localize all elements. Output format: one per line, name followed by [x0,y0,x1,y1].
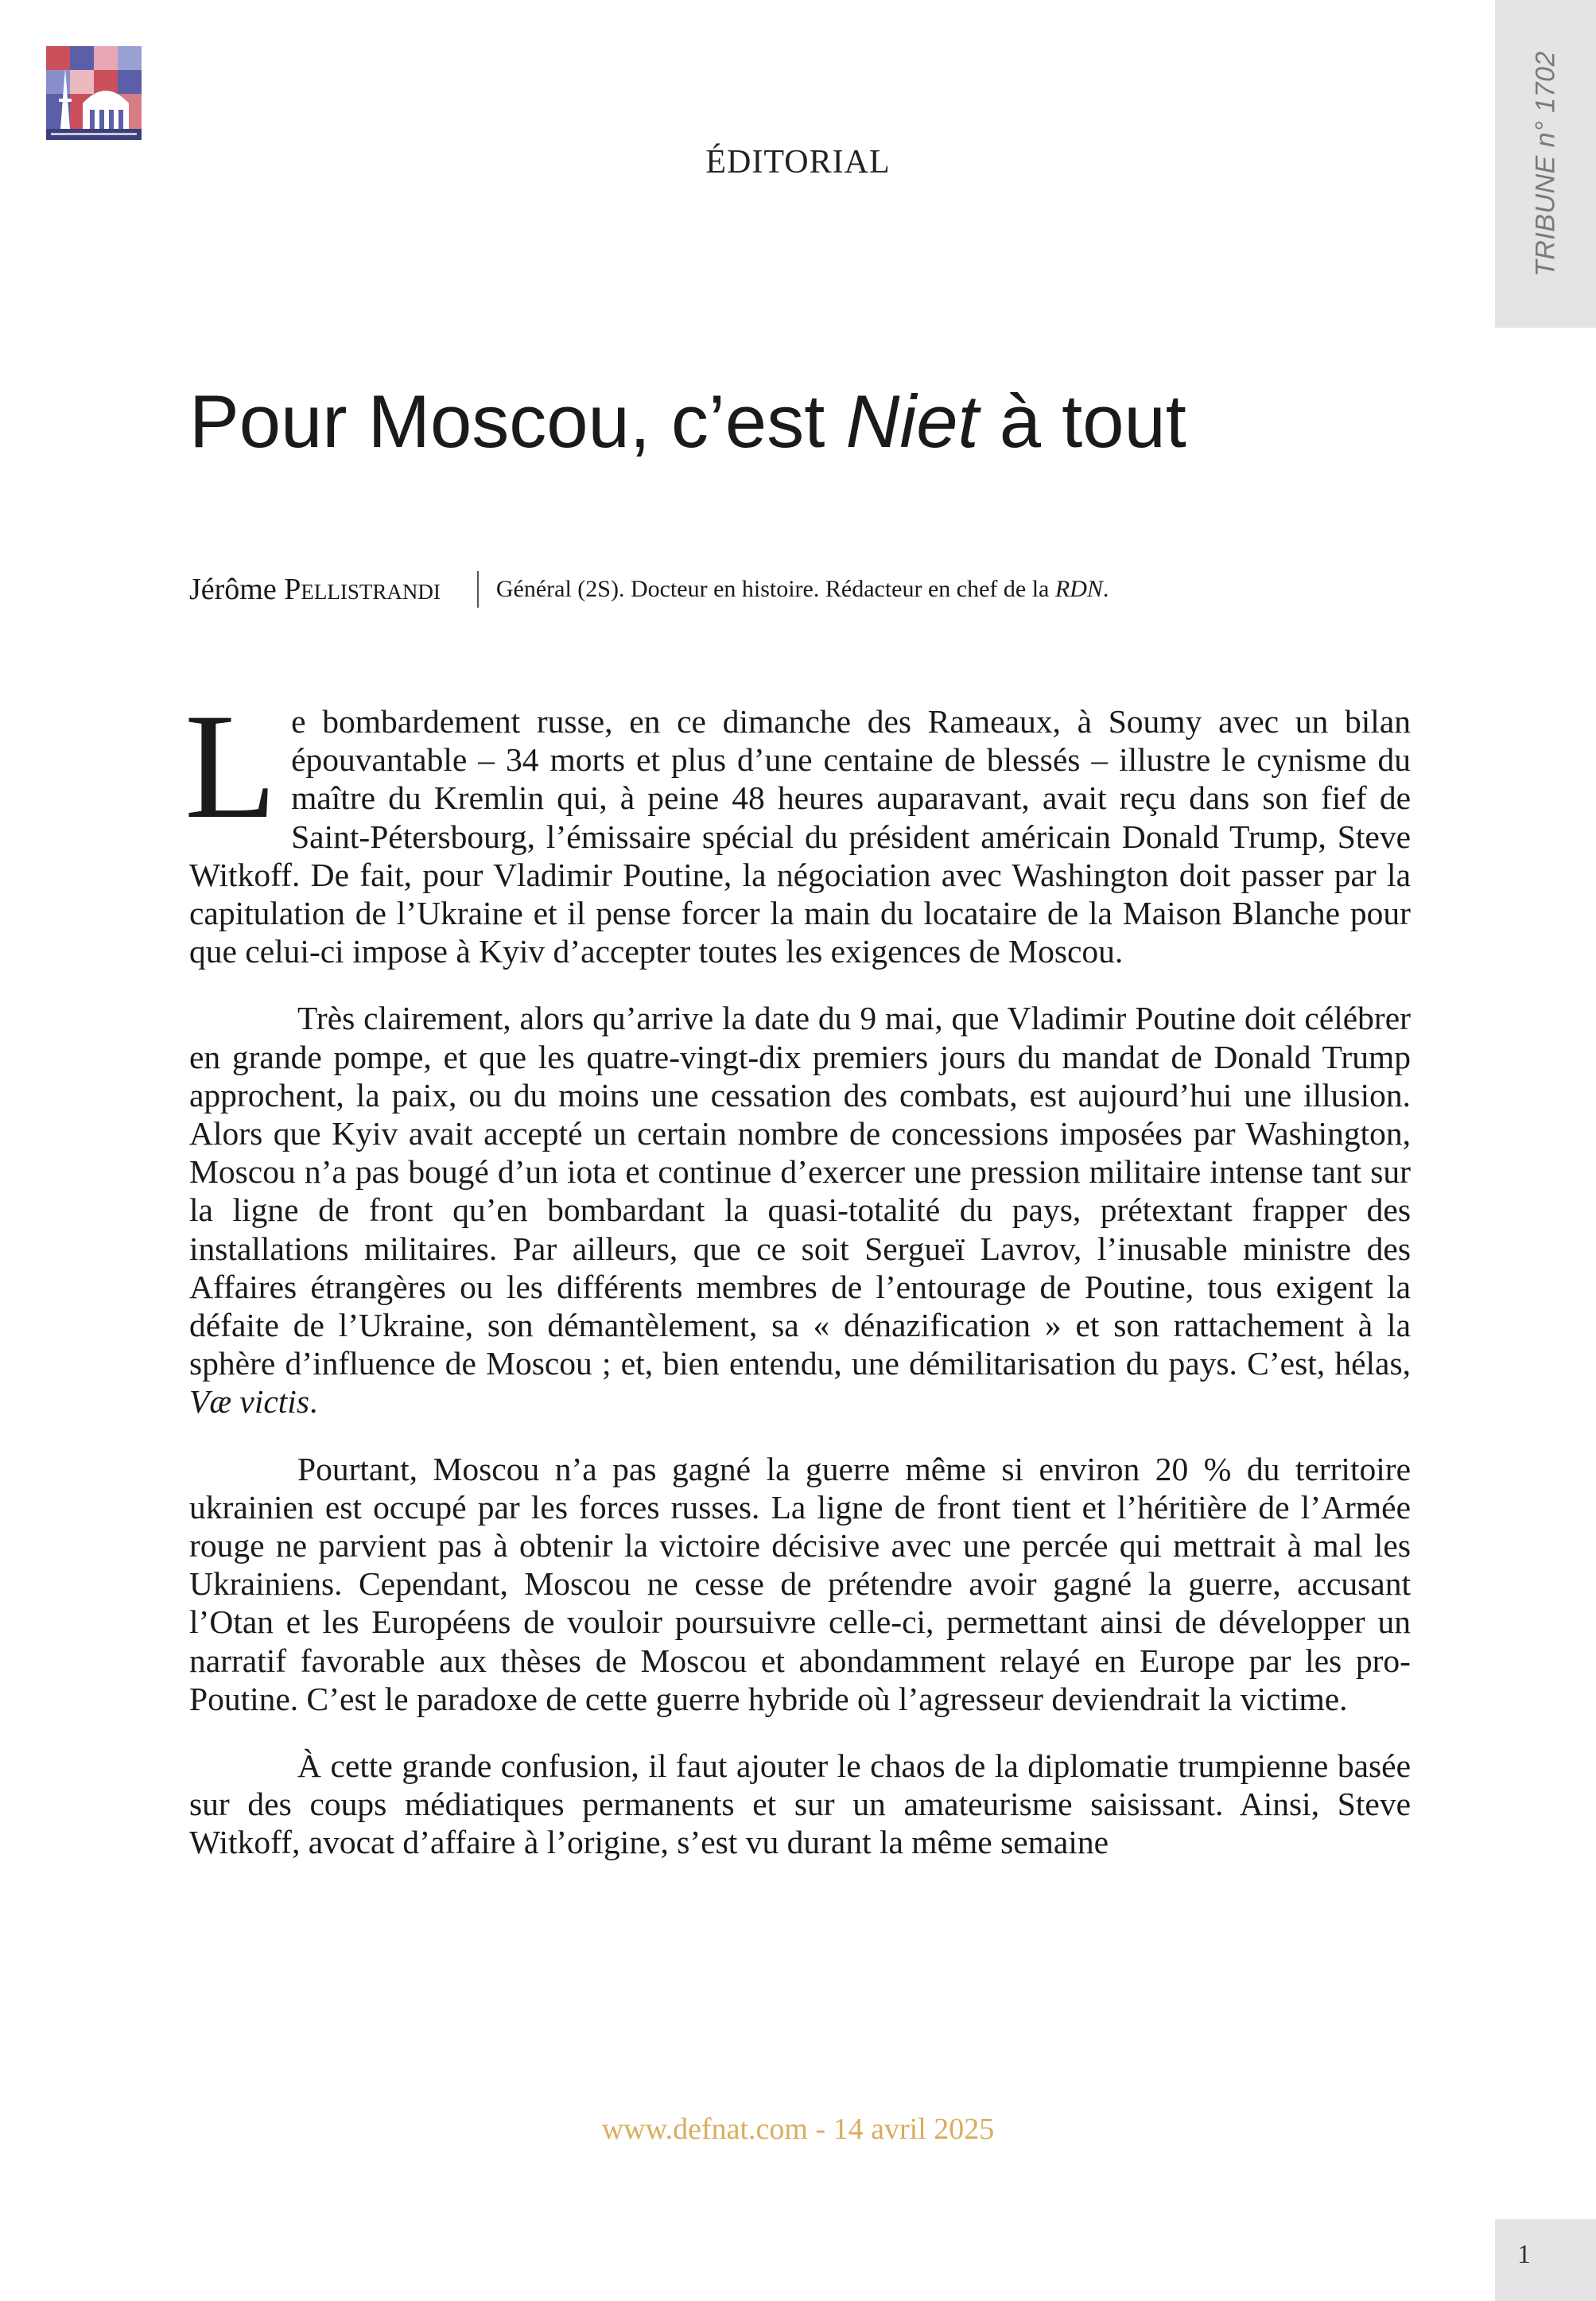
paragraph-4: À cette grande confusion, il faut ajouter le chaos de la diplomatie trumpienne basée sur des coups médiatiques permanents et sur un amateurisme saisissant. Ainsi, Steve Witkoff, avocat d’affaire à l’origine, s’est vu durant la même semaine [189,1747,1411,1861]
drop-cap: L [184,683,278,850]
footer-url-date: www.defnat.com - 14 avril 2025 [601,2112,995,2146]
paragraph-2-end: . [309,1383,318,1421]
author-bio-italic: RDN [1054,576,1103,602]
author-bio [496,576,1109,603]
author-line [189,569,1493,609]
author-first-name: Jérôme [189,573,285,606]
author-last-name: Pellistrandi [284,573,441,606]
author-separator [477,571,479,608]
title-part-2: à tout [978,379,1186,463]
page-number-background [1495,2219,1596,2301]
title-italic-word: Niet [845,379,979,463]
paragraph-2-italic: Væ victis [189,1383,309,1421]
paragraph-1 [184,683,1411,970]
paragraph-2-text: Très clairement, alors qu’arrive la date du 9 mai, que Vladimir Poutine doit célébrer en grande pompe, et que les quatre-vingt-dix premiers jours du mandat de Donald Trump approchent, la paix, ou du moins une cessation des combats, est aujourd’hui une illusion. Alors que Kyiv avait accepté un certain nombre de concessions imposées par Washington, Moscou n’a pas bougé d’un iota et continue d’exercer une pression militaire intense tant sur la ligne de front qu’en bombardant la quasi-totalité du pays, prétextant frapper des installations militaires. Par ailleurs, que ce soit Sergueï Lavrov, l’inusable ministre des Affaires étrangères ou les différents membres de l’entourage de Poutine, tous exigent la défaite de l’Ukraine, son démantèlement, sa « dénazification » et son rattachement à la sphère d’influence de Moscou ; et, bien entendu, une démilitarisation du pays. C’est, hélas, [189,1000,1411,1382]
paragraph-2 [189,999,1411,1421]
author-bio-text: Général (2S). Docteur en histoire. Rédacteur en chef de la [495,576,1055,602]
page-number: 1 [1517,2240,1531,2269]
section-label: ÉDITORIAL [705,144,891,181]
paragraph-1-text: e bombardement russe, en ce dimanche des Rameaux, à Soumy avec un bilan épouvantable – 34 morts et plus d’une centaine de blessés – illustre le cynisme du maître du Kremlin qui, à peine 48 heures auparavant, avait reçu dans son fief de Saint-Pétersbourg, l’émissaire spécial du président américain Donald Trump, Steve Witkoff. De fait, pour Vladimir Poutine, la négociation avec Washington doit passer par la capitulation de l’Ukraine et il pense forcer la main du locataire de la Maison Blanche pour que celui-ci impose à Kyiv d’accepter toutes les exigences de Moscou. [189,703,1411,970]
paragraph-3: Pourtant, Moscou n’a pas gagné la guerre même si environ 20 % du territoire ukrainien est occupé par les forces russes. La ligne de front tient et l’héritière de l’Armée rouge ne parvient pas à obtenir la victoire décisive avec une percée qui mettrait à mal les Ukrainiens. Cependant, Moscou ne cesse de prétendre avoir gagné la guerre, accusant l’Otan et les Européens de vouloir poursuivre celle-ci, permettant ainsi de développer un narratif favorable aux thèses de Moscou et abondamment relayé en Europe par les pro-Poutine. C’est le paradoxe de cette guerre hybride où l’agresseur deviendrait la victime. [189,1450,1411,1717]
tribune-number: TRIBUNE n° 1702 [1530,51,1560,277]
rdn-logo [46,46,142,140]
page-title [189,380,1478,462]
author-name [189,572,441,607]
author-bio-end: . [1102,576,1109,602]
rdn-emblem-icon [46,46,142,140]
title-part-1: Pour Moscou, c’est [189,379,846,463]
page-number-box [1495,2219,1596,2301]
article-body [184,683,1411,1891]
